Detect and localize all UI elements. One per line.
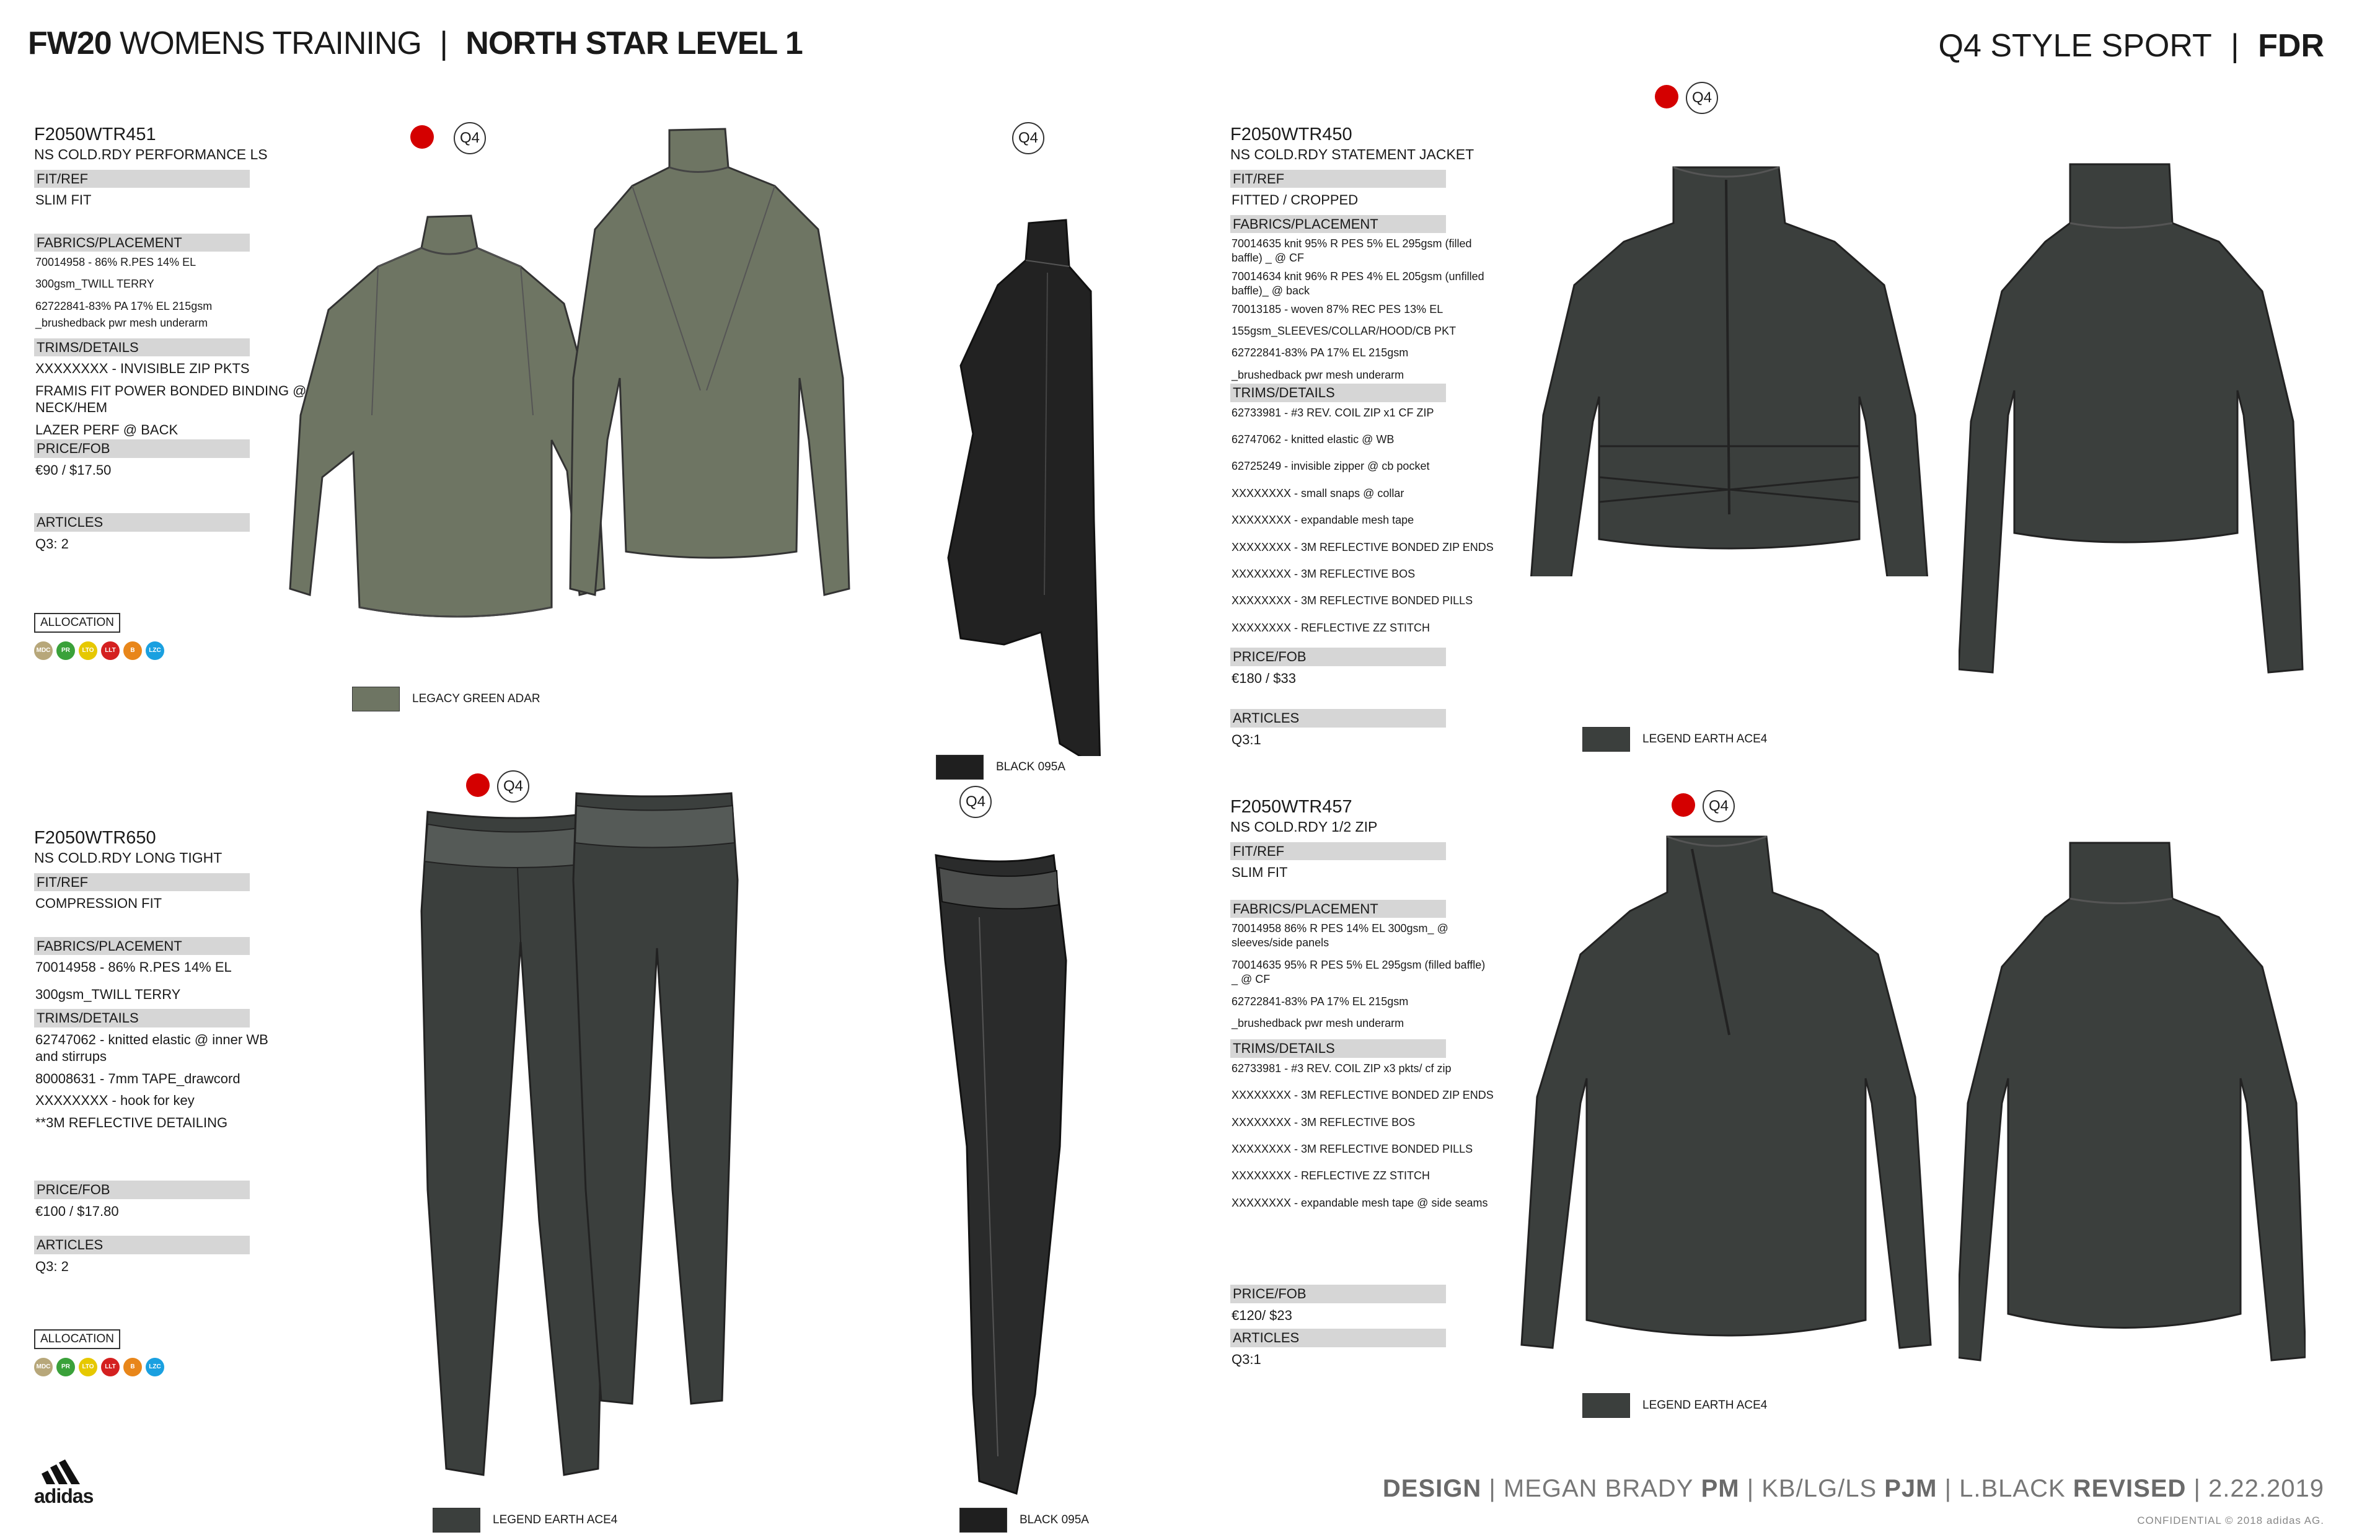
- trim-line: XXXXXXXX - INVISIBLE ZIP PKTS: [35, 361, 250, 377]
- swatch-chip: [352, 687, 400, 711]
- trims-label: TRIMS/DETAILS: [1230, 1039, 1446, 1058]
- fit-label: FIT/REF: [34, 873, 250, 892]
- revised-date: 2.22.2019: [2208, 1475, 2324, 1502]
- articles-label: ARTICLES: [1230, 709, 1446, 728]
- pm-label: PM: [1701, 1475, 1740, 1502]
- color-swatch-451: [352, 687, 540, 711]
- fit-value: SLIM FIT: [35, 192, 92, 208]
- trim-line: XXXXXXXX - 3M REFLECTIVE BONDED ZIP ENDS: [1232, 1089, 1494, 1102]
- footer-divider: |: [1944, 1475, 1952, 1502]
- article-code: F2050WTR650: [34, 828, 156, 848]
- trim-line: 62747062 - knitted elastic @ WB: [1232, 433, 1395, 446]
- trim-line: XXXXXXXX - 3M REFLECTIVE BONDED PILLS: [1232, 1143, 1473, 1156]
- swatch-label: BLACK 095A: [996, 760, 1065, 773]
- style-sport-label: Q4 STYLE SPORT: [1938, 28, 2212, 64]
- pm-value: KB/LG/LS: [1761, 1475, 1877, 1502]
- allocation-dot: PR: [56, 641, 75, 660]
- trim-line: **3M REFLECTIVE DETAILING: [35, 1114, 228, 1130]
- garment-451-back-illustration: [558, 118, 855, 601]
- allocation-dot: B: [123, 641, 142, 660]
- adidas-logo: [34, 1459, 96, 1508]
- articles-label: ARTICLES: [34, 1236, 250, 1254]
- trim-line: XXXXXXXX - small snaps @ collar: [1232, 486, 1404, 499]
- design-value: MEGAN BRADY: [1503, 1475, 1694, 1502]
- spec-block-450: [1230, 124, 1504, 753]
- color-swatch-451-side: [936, 755, 1065, 780]
- footer-divider: |: [1489, 1475, 1496, 1502]
- pjm-label: PJM: [1884, 1475, 1937, 1502]
- allocation-dot: LZC: [146, 641, 164, 660]
- article-name: NS COLD.RDY LONG TIGHT: [34, 849, 223, 866]
- trim-line: 62733981 - #3 REV. COIL ZIP x1 CF ZIP: [1232, 406, 1434, 419]
- swatch-chip: [959, 1508, 1007, 1533]
- allocation-label: ALLOCATION: [34, 1329, 120, 1349]
- allocation-dot: PR: [56, 1358, 75, 1376]
- fabric-line: 62722841-83% PA 17% EL 215gsm: [1232, 995, 1409, 1008]
- page-subtitle: [1939, 27, 2324, 64]
- price-label: PRICE/FOB: [34, 1181, 250, 1199]
- q4-badge: Q4: [454, 122, 486, 154]
- trim-line: XXXXXXXX - expandable mesh tape: [1232, 514, 1414, 527]
- q4-badge: Q4: [1012, 122, 1044, 154]
- garment-650-back-illustration: [564, 787, 750, 1413]
- spec-block-451: [34, 124, 308, 660]
- fabric-line: 300gsm_TWILL TERRY: [35, 986, 181, 1002]
- q4-badge: Q4: [1703, 790, 1735, 822]
- price-value: €120/ $23: [1232, 1307, 1292, 1323]
- articles-label: ARTICLES: [34, 513, 250, 532]
- trim-line: XXXXXXXX - hook for key: [35, 1093, 195, 1109]
- articles-value: Q3: 2: [35, 535, 69, 552]
- trim-line: XXXXXXXX - REFLECTIVE ZZ STITCH: [1232, 621, 1430, 634]
- fabric-line: 70014958 - 86% R.PES 14% EL: [35, 959, 232, 975]
- trim-line: XXXXXXXX - 3M REFLECTIVE BONDED PILLS: [1232, 594, 1473, 607]
- fabric-line: 62722841-83% PA 17% EL 215gsm: [1232, 346, 1409, 359]
- swatch-label: LEGACY GREEN ADAR: [412, 692, 540, 705]
- subtitle-divider: |: [2231, 28, 2239, 64]
- fabric-line: 70014958 86% R PES 14% EL 300gsm_ @ sleeves/side panels: [1232, 922, 1448, 949]
- q4-badge: Q4: [497, 770, 529, 803]
- trim-line: XXXXXXXX - REFLECTIVE ZZ STITCH: [1232, 1169, 1430, 1182]
- price-label: PRICE/FOB: [1230, 648, 1446, 666]
- article-name: NS COLD.RDY 1/2 ZIP: [1230, 818, 1378, 835]
- swatch-label: BLACK 095A: [1020, 1513, 1089, 1526]
- revised-label: REVISED: [2073, 1475, 2187, 1502]
- trim-line: FRAMIS FIT POWER BONDED BINDING @ NECK/HEM: [35, 382, 307, 416]
- allocation-dots: [34, 641, 308, 660]
- trim-line: XXXXXXXX - 3M REFLECTIVE BONDED ZIP ENDS: [1232, 540, 1494, 553]
- spec-block-457: [1230, 796, 1494, 1373]
- allocation-dot: B: [123, 1358, 142, 1376]
- trim-line: 80008631 - 7mm TAPE_drawcord: [35, 1070, 240, 1086]
- swatch-label: LEGEND EARTH ACE4: [1642, 1399, 1768, 1412]
- fabric-line: _brushedback pwr mesh underarm: [35, 317, 208, 330]
- trim-line: 62733981 - #3 REV. COIL ZIP x3 pkts/ cf zip: [1232, 1062, 1452, 1075]
- price-label: PRICE/FOB: [34, 439, 250, 458]
- trim-line: 62747062 - knitted elastic @ inner WB and stirrups: [35, 1031, 268, 1065]
- garment-457-front-illustration: [1518, 830, 1940, 1351]
- fabric-line: 155gsm_SLEEVES/COLLAR/HOOD/CB PKT: [1232, 325, 1457, 337]
- allocation-dot: LTO: [79, 641, 97, 660]
- trim-line: 62725249 - invisible zipper @ cb pocket: [1232, 460, 1430, 473]
- swatch-chip: [1582, 727, 1630, 752]
- fit-value: FITTED / CROPPED: [1232, 192, 1359, 208]
- allocation-dots: [34, 1358, 277, 1376]
- articles-value: Q3:1: [1232, 731, 1261, 747]
- article-code: F2050WTR451: [34, 125, 156, 144]
- trim-line: XXXXXXXX - expandable mesh tape @ side seams: [1232, 1196, 1488, 1209]
- allocation-dot: LLT: [101, 1358, 120, 1376]
- swatch-chip: [1582, 1393, 1630, 1418]
- articles-label: ARTICLES: [1230, 1329, 1446, 1347]
- fabric-line: 70014634 knit 96% R PES 4% EL 205gsm (unfilled baffle)_ @ back: [1232, 270, 1484, 297]
- color-swatch-457: [1582, 1393, 1767, 1418]
- fit-label: FIT/REF: [34, 170, 250, 188]
- swatch-chip: [936, 755, 984, 780]
- fdr-label: FDR: [2258, 28, 2324, 64]
- adidas-wordmark: adidas: [34, 1485, 94, 1507]
- red-status-dot: [1672, 793, 1695, 817]
- price-value: €90 / $17.50: [35, 462, 112, 478]
- footer-divider: |: [1747, 1475, 1755, 1502]
- garment-450-back-illustration: [1959, 155, 2306, 688]
- q4-badge: Q4: [959, 786, 992, 818]
- fabric-line: 70013185 - woven 87% REC PES 13% EL: [1232, 302, 1443, 315]
- color-swatch-450: [1582, 727, 1767, 752]
- swatch-label: LEGEND EARTH ACE4: [1642, 733, 1768, 746]
- season-label: FW20: [28, 25, 112, 61]
- price-value: €100 / $17.80: [35, 1203, 119, 1219]
- trim-line: XXXXXXXX - 3M REFLECTIVE BOS: [1232, 568, 1416, 581]
- fit-value: COMPRESSION FIT: [35, 895, 162, 912]
- swatch-label: LEGEND EARTH ACE4: [493, 1513, 618, 1526]
- spec-block-650: [34, 827, 277, 1376]
- color-swatch-650: [433, 1508, 617, 1533]
- fabric-line: _brushedback pwr mesh underarm: [1232, 1017, 1404, 1029]
- adidas-stripes-icon: [34, 1459, 96, 1484]
- allocation-dot: LTO: [79, 1358, 97, 1376]
- garment-451-side-illustration: [936, 211, 1122, 756]
- footer-divider: |: [2193, 1475, 2201, 1502]
- garment-450-front-illustration: [1518, 155, 1940, 576]
- red-status-dot: [1655, 85, 1678, 108]
- garment-650-side-illustration: [911, 837, 1085, 1506]
- red-status-dot: [410, 125, 434, 149]
- color-swatch-650-side: [959, 1508, 1089, 1533]
- line-label: WOMENS TRAINING: [120, 25, 421, 61]
- fit-label: FIT/REF: [1230, 170, 1446, 188]
- fabrics-label: FABRICS/PLACEMENT: [34, 937, 250, 956]
- fabrics-label: FABRICS/PLACEMENT: [1230, 215, 1446, 234]
- q4-badge: Q4: [1686, 82, 1718, 114]
- page-title: [28, 25, 803, 62]
- fit-label: FIT/REF: [1230, 842, 1446, 861]
- fabric-line: 300gsm_TWILL TERRY: [35, 278, 154, 291]
- fabrics-label: FABRICS/PLACEMENT: [34, 234, 250, 252]
- fit-value: SLIM FIT: [1232, 865, 1288, 881]
- allocation-dot: LLT: [101, 641, 120, 660]
- trims-label: TRIMS/DETAILS: [34, 1009, 250, 1027]
- price-value: €180 / $33: [1232, 670, 1296, 686]
- fabric-line: 62722841-83% PA 17% EL 215gsm: [35, 299, 213, 312]
- design-label: DESIGN: [1382, 1475, 1482, 1502]
- trim-line: XXXXXXXX - 3M REFLECTIVE BOS: [1232, 1115, 1416, 1129]
- swatch-chip: [433, 1508, 480, 1533]
- garment-457-back-illustration: [1959, 837, 2306, 1370]
- article-name: NS COLD.RDY STATEMENT JACKET: [1230, 146, 1474, 162]
- fabric-line: _brushedback pwr mesh underarm: [1232, 368, 1404, 381]
- allocation-dot: MDC: [34, 1358, 53, 1376]
- collection-label: NORTH STAR LEVEL 1: [465, 25, 803, 61]
- article-name: NS COLD.RDY PERFORMANCE LS: [34, 146, 268, 162]
- article-code: F2050WTR457: [1230, 797, 1352, 817]
- pjm-value: L.BLACK: [1959, 1475, 2066, 1502]
- title-divider: |: [439, 25, 447, 61]
- article-code: F2050WTR450: [1230, 125, 1352, 144]
- articles-value: Q3: 2: [35, 1258, 69, 1274]
- fabric-line: 70014958 - 86% R.PES 14% EL: [35, 256, 196, 269]
- confidential-notice: CONFIDENTIAL © 2018 adidas AG.: [2137, 1515, 2324, 1526]
- price-label: PRICE/FOB: [1230, 1285, 1446, 1303]
- trims-label: TRIMS/DETAILS: [34, 338, 250, 357]
- fabric-line: 70014635 95% R PES 5% EL 295gsm (filled baffle) _ @ CF: [1232, 958, 1486, 986]
- fabric-line: 70014635 knit 95% R PES 5% EL 295gsm (filled baffle) _ @ CF: [1232, 237, 1472, 265]
- allocation-label: ALLOCATION: [34, 613, 120, 633]
- trim-line: LAZER PERF @ BACK: [35, 421, 178, 438]
- allocation-dot: LZC: [146, 1358, 164, 1376]
- articles-value: Q3:1: [1232, 1351, 1261, 1367]
- trims-label: TRIMS/DETAILS: [1230, 384, 1446, 402]
- design-credits: [1383, 1475, 2324, 1503]
- allocation-dot: MDC: [34, 641, 53, 660]
- fabrics-label: FABRICS/PLACEMENT: [1230, 900, 1446, 918]
